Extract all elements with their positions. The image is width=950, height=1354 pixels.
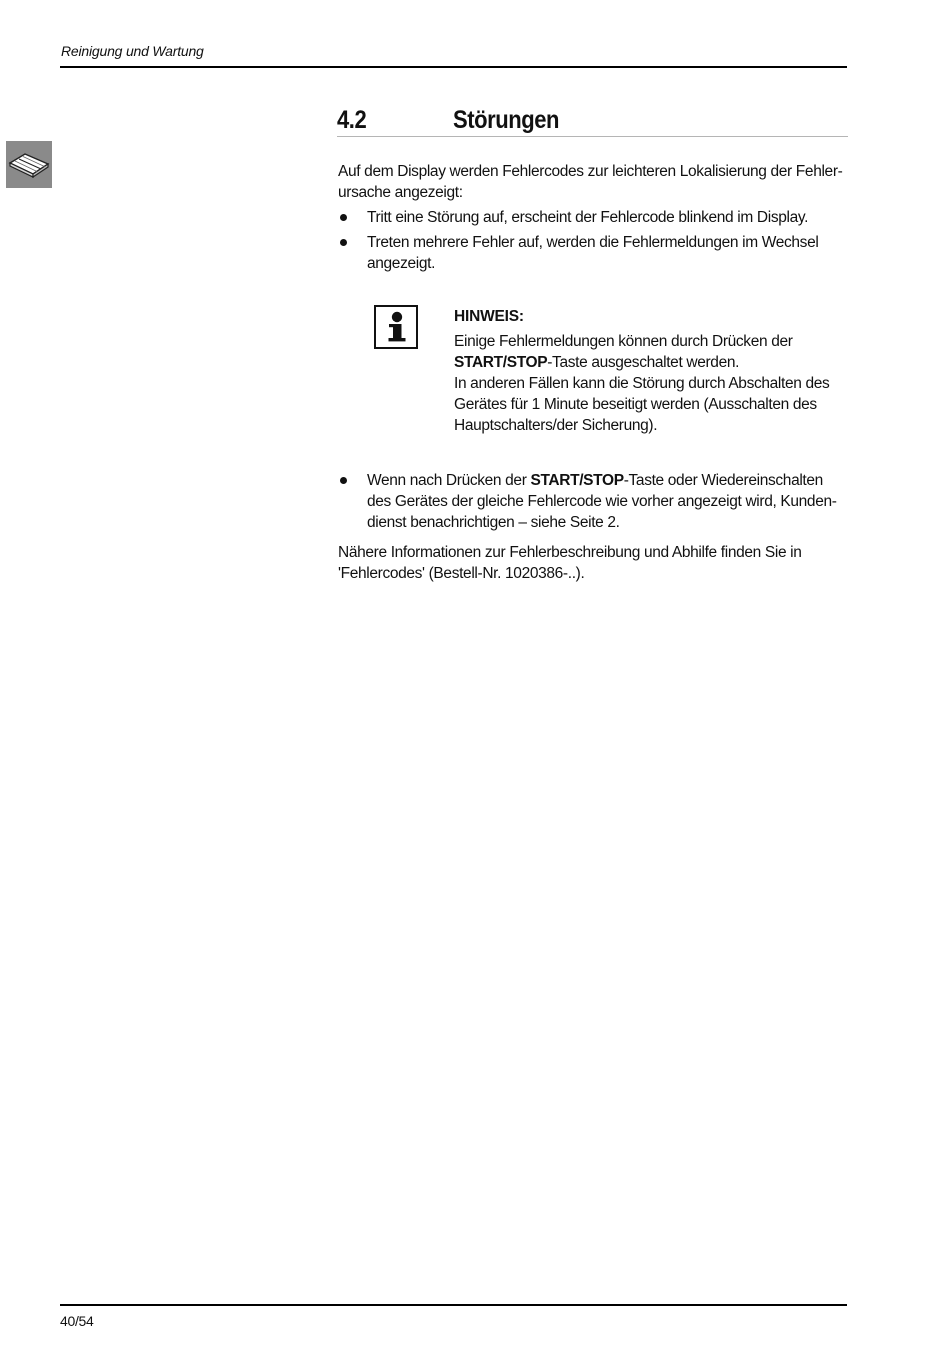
page-number: 40/54 <box>60 1313 94 1329</box>
note-line-rest: -Taste ausgeschaltet werden. <box>547 354 740 371</box>
book-icon <box>6 141 52 188</box>
bullet-dot <box>340 477 347 484</box>
intro-line: Auf dem Display werden Fehlercodes zur leichteren Lokalisierung der Fehler- <box>338 163 843 180</box>
bullet-dot <box>340 239 347 246</box>
bullet-line: dienst benachrichtigen – siehe Seite 2. <box>367 514 620 531</box>
bullet-text-part: Wenn nach Drücken der <box>367 472 531 489</box>
bullet-line: angezeigt. <box>367 255 436 272</box>
info-icon <box>374 305 418 349</box>
bullet-line: des Gerätes der gleiche Fehlercode wie vorher angezeigt wird, Kunden- <box>367 493 837 510</box>
note-line: In anderen Fällen kann die Störung durch Abschalten des <box>454 375 830 392</box>
bullet-line <box>367 470 847 491</box>
note-block <box>454 306 854 436</box>
note-line <box>454 352 854 373</box>
side-tab <box>6 141 52 188</box>
section-number: 4.2 <box>337 106 367 134</box>
bullet-line: Tritt eine Störung auf, erscheint der Fehlercode blinkend im Display. <box>367 209 809 226</box>
bullet-text-part: -Taste oder Wiedereinschalten <box>623 472 823 489</box>
note-line: Hauptschalters/der Sicherung). <box>454 417 658 434</box>
footer-divider <box>60 1304 847 1306</box>
note-line: Gerätes für 1 Minute beseitigt werden (Ausschalten des <box>454 396 817 413</box>
note-line: Einige Fehlermeldungen können durch Drücken der <box>454 333 793 350</box>
closing-line: Nähere Informationen zur Fehlerbeschreibung und Abhilfe finden Sie in <box>338 544 802 561</box>
bullet-dot <box>340 214 347 221</box>
start-stop-key-label: START/STOP <box>454 354 548 371</box>
start-stop-key-label: START/STOP <box>530 472 624 489</box>
bullet-line: Treten mehrere Fehler auf, werden die Fehlermeldungen im Wechsel <box>367 234 819 251</box>
running-header: Reinigung und Wartung <box>61 43 204 59</box>
note-title: HINWEIS: <box>454 308 524 325</box>
section-heading <box>337 106 848 137</box>
closing-paragraph <box>338 542 850 584</box>
section-title: Störungen <box>453 106 560 134</box>
intro-line: ursache angezeigt: <box>338 184 463 201</box>
closing-line: 'Fehlercodes' (Bestell-Nr. 1020386-..). <box>338 565 585 582</box>
header-divider <box>60 66 847 68</box>
intro-paragraph <box>338 161 850 203</box>
